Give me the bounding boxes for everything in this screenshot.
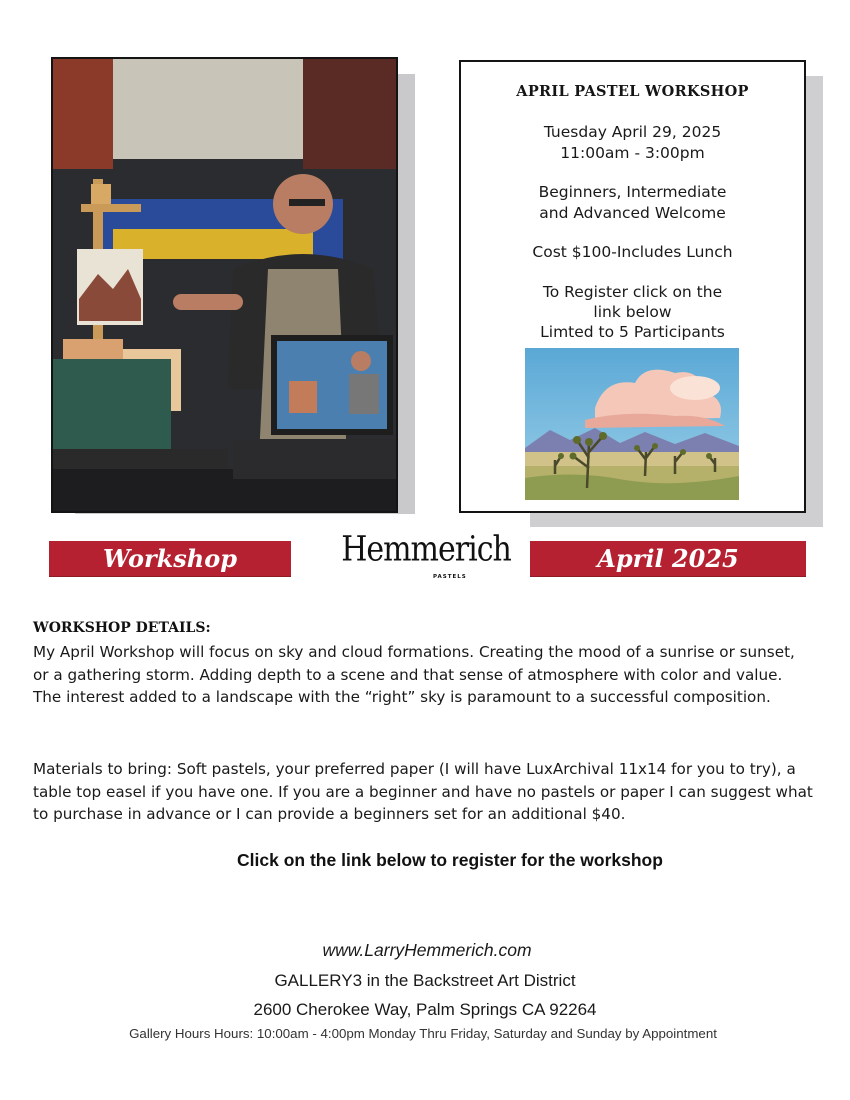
website-link[interactable]: www.LarryHemmerich.com — [322, 940, 532, 960]
levels-line-1: Beginners, Intermediate — [538, 183, 727, 201]
workshop-time: 11:00am - 3:00pm — [560, 144, 705, 162]
register-line-2: link below — [593, 303, 672, 321]
details-paragraph-1: My April Workshop will focus on sky and cloud formations. Creating the mood of a sunrise or sunset, or a gathering storm. Adding depth to a scene and that sense of atmosphere with color and value. The interest added to a landscape with the “right” sky is paramount to a successful composition. — [33, 643, 795, 707]
workshop-photo — [51, 57, 398, 513]
register-cta: Click on the link below to register for the workshop — [237, 850, 663, 870]
gallery-hours: Gallery Hours Hours: 10:00am - 4:00pm Monday Thru Friday, Saturday and Sunday by Appointment — [129, 1026, 717, 1041]
participant-limit: Limted to 5 Participants — [540, 323, 725, 341]
logo-subtitle: PASTELS — [433, 574, 467, 580]
desert-painting-illustration — [525, 348, 739, 500]
workshop-photo-illustration — [53, 59, 396, 511]
logo-wordmark: Hemmerich — [341, 529, 511, 570]
workshop-info-card — [459, 60, 806, 513]
workshop-cost: Cost $100-Includes Lunch — [532, 243, 733, 261]
register-line-1: To Register click on the — [542, 283, 723, 301]
gallery-name: GALLERY3 in the Backstreet Art District — [274, 971, 576, 990]
workshop-date: Tuesday April 29, 2025 — [543, 123, 722, 141]
levels-line-2: and Advanced Welcome — [539, 204, 726, 222]
hemmerich-logo — [331, 528, 521, 584]
desert-painting — [525, 348, 739, 500]
details-heading: WORKSHOP DETAILS: — [33, 620, 211, 636]
card-title: APRIL PASTEL WORKSHOP — [516, 83, 749, 100]
banner-workshop: Workshop — [49, 541, 291, 577]
banner-date: April 2025 — [530, 541, 806, 577]
gallery-address: 2600 Cherokee Way, Palm Springs CA 92264 — [253, 1000, 597, 1019]
details-paragraph-2: Materials to bring: Soft pastels, your preferred paper (I will have LuxArchival 11x14 for you to try), a table top easel if you have one. If you are a beginner and have no pastels or paper I can suggest what to purchase in advance or I can provide a beginners set for an additional $40. — [33, 760, 813, 824]
